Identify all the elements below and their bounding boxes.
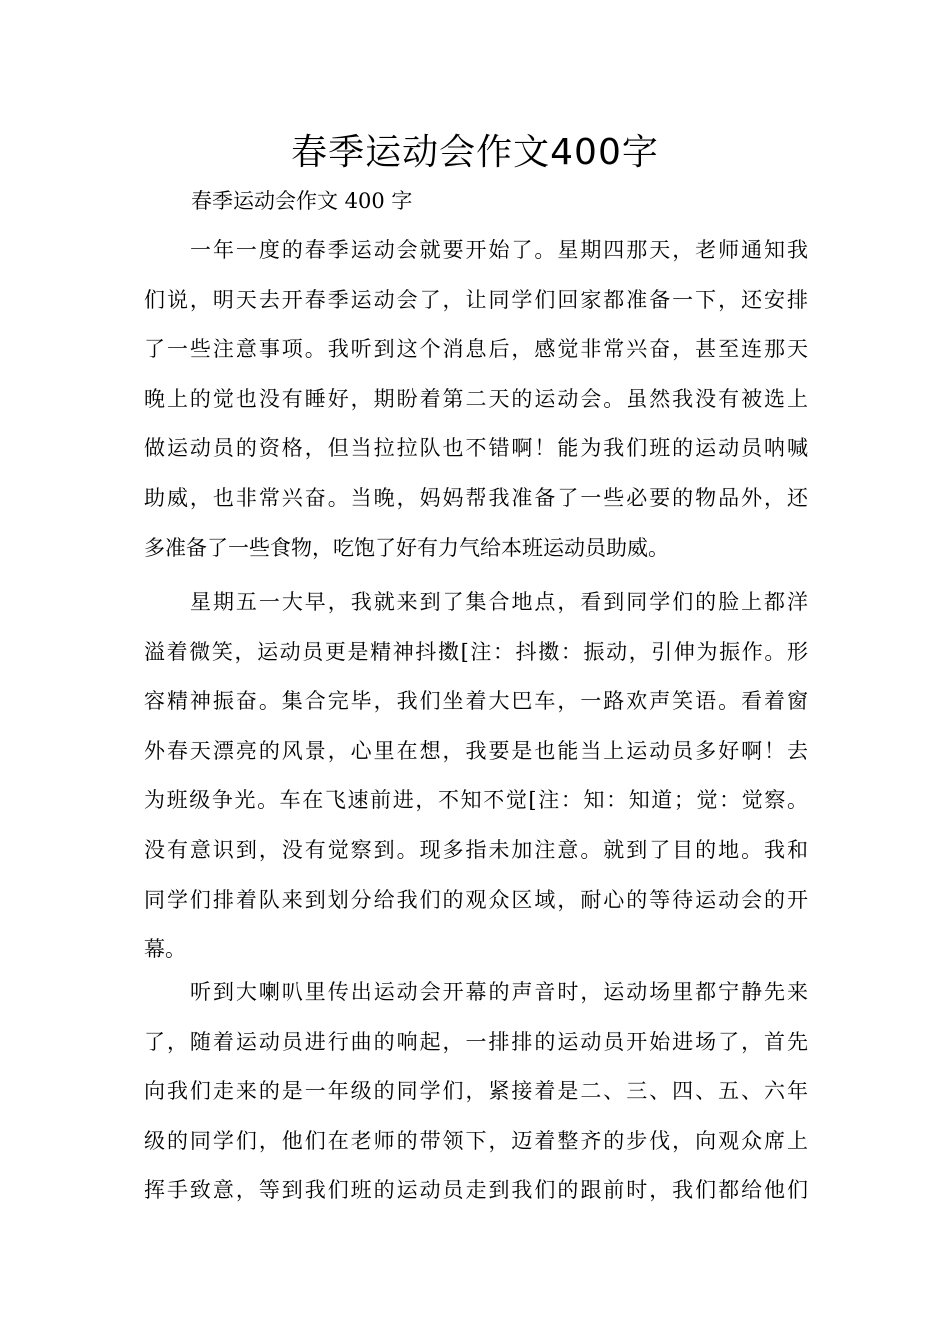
paragraph-line: 一年一度的春季运动会就要开始了。星期四那天，老师通知我 — [190, 238, 808, 262]
paragraph-line: 助威，也非常兴奋。当晚，妈妈帮我准备了一些必要的物品外，还 — [144, 485, 808, 510]
paragraph-line: 同学们排着队来到划分给我们的观众区域，耐心的等待运动会的开 — [144, 887, 808, 912]
document-title: 春季运动会作文400字 — [291, 132, 659, 173]
paragraph-line: 挥手致意，等到我们班的运动员走到我们的跟前时，我们都给他们 — [144, 1178, 808, 1203]
paragraph-2 — [144, 578, 808, 975]
paragraph-3 — [144, 968, 808, 1216]
paragraph-line: 了，随着运动员进行曲的响起，一排排的运动员开始进场了，首先 — [144, 1029, 808, 1054]
paragraph-line: 晚上的觉也没有睡好，期盼着第二天的运动会。虽然我没有被选上 — [144, 386, 808, 411]
paragraph-line: 向我们走来的是一年级的同学们，紧接着是二、三、四、五、六年 — [144, 1079, 808, 1104]
paragraph-line: 了一些注意事项。我听到这个消息后，感觉非常兴奋，甚至连那天 — [144, 337, 808, 362]
paragraph-line: 幕。 — [144, 937, 186, 962]
paragraph-line: 们说，明天去开春季运动会了，让同学们回家都准备一下，还安排 — [144, 287, 808, 312]
paragraph-line: 容精神振奋。集合完毕，我们坐着大巴车，一路欢声笑语。看着窗 — [144, 689, 808, 714]
paragraph-line: 没有意识到，没有觉察到。现多指未加注意。就到了目的地。我和 — [144, 837, 808, 862]
paragraph-line: 级的同学们，他们在老师的带领下，迈着整齐的步伐，向观众席上 — [144, 1128, 808, 1153]
paragraph-line: 外春天漂亮的风景，心里在想，我要是也能当上运动员多好啊！去 — [144, 738, 808, 763]
document-subtitle: 春季运动会作文 400 字 — [191, 189, 413, 213]
paragraph-line: 听到大喇叭里传出运动会开幕的声音时，运动场里都宁静先来 — [190, 980, 808, 1004]
paragraph-line: 做运动员的资格，但当拉拉队也不错啊！能为我们班的运动员呐喊 — [144, 436, 808, 461]
paragraph-line: 溢着微笑，运动员更是精神抖擞[注：抖擞：振动，引伸为振作。形 — [144, 639, 808, 664]
paragraph-line: 为班级争光。车在飞速前进，不知不觉[注：知：知道；觉：觉察。 — [144, 788, 808, 813]
paragraph-1 — [144, 226, 808, 573]
paragraph-line: 多准备了一些食物，吃饱了好有力气给本班运动员助威。 — [144, 535, 669, 560]
paragraph-line: 星期五一大早，我就来到了集合地点，看到同学们的脸上都洋 — [190, 590, 808, 614]
